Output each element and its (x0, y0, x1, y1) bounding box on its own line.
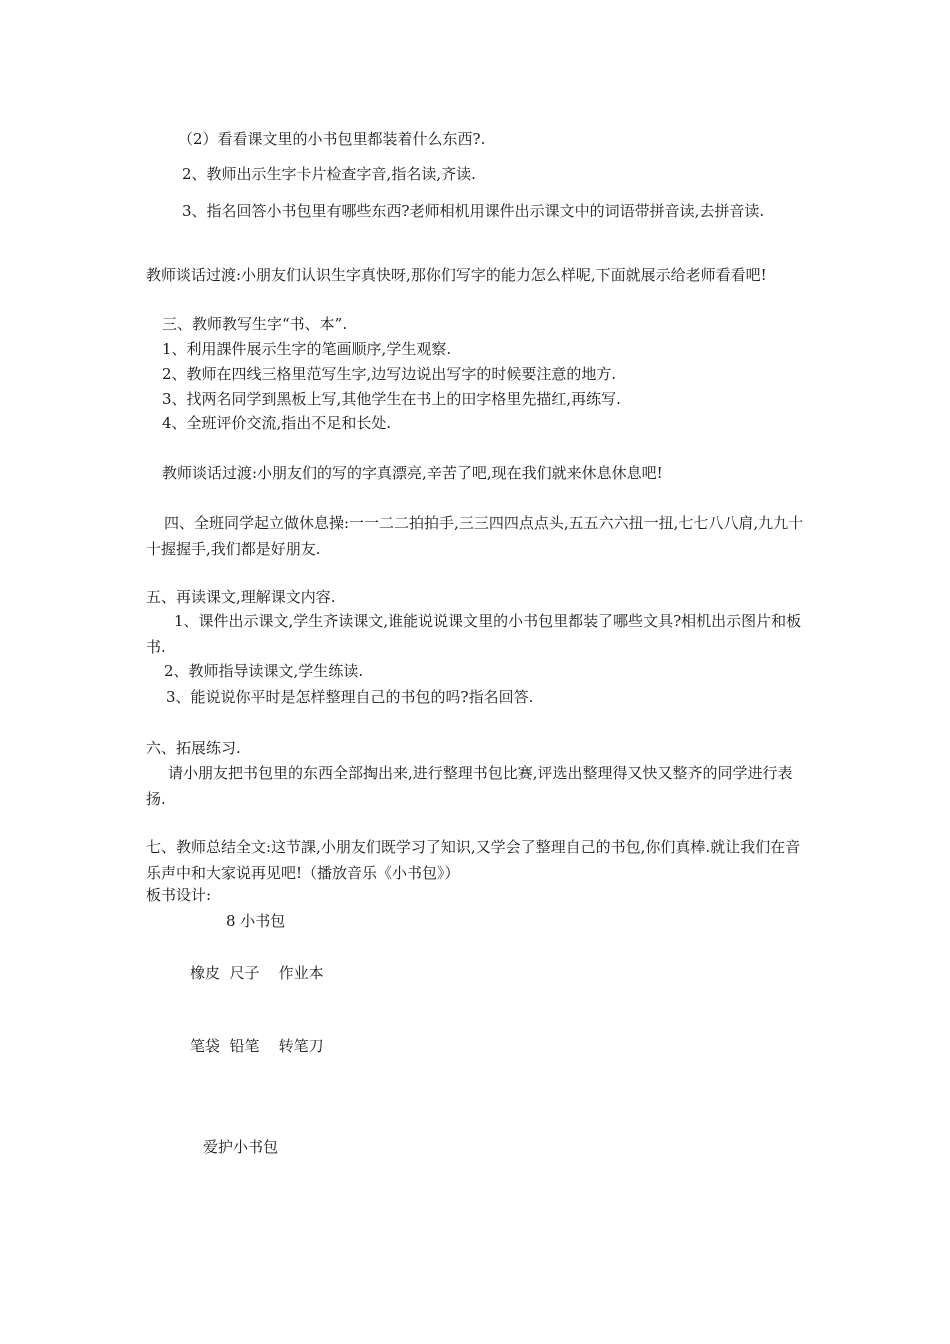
board-title: 8 小书包 (226, 912, 286, 930)
section-5-item-3: 3、能说说你平时是怎样整理自己的书包的吗?指名回答. (166, 688, 534, 706)
paragraph-step-2-question: （2）看看课文里的小书包里都装着什么东西?. (178, 130, 486, 148)
board-footer: 爱护小书包 (203, 1138, 279, 1156)
section-7-summary: 七、教师总结全文:这节課,小朋友们既学习了知识,又学会了整理自己的书包,你们真棒.就让我们在音乐声中和大家说再见吧!（播放音乐《小书包》） (146, 838, 801, 882)
section-5-item-2: 2、教师指导读课文,学生练读. (164, 662, 364, 680)
board-row-2: 笔袋 铅笔 转笔刀 (190, 1037, 324, 1055)
paragraph-transition-1: 教师谈话过渡:小朋友们认识生字真快呀,那你们写字的能力怎么样呢,下面就展示给老师看看吧! (146, 266, 767, 284)
section-3-item: 3、找两名同学到黑板上写,其他学生在书上的田字格里先描红,再练写. (162, 390, 621, 408)
section-6-title: 六、拓展练习. (146, 739, 241, 757)
board-row-1: 橡皮 尺子 作业本 (190, 964, 324, 982)
section-5-item-1: 1、课件出示课文,学生齐读课文,谁能说说课文里的小书包里都装了哪些文具?相机出示图片和板书. (146, 612, 802, 656)
paragraph-step-2-cards: 2、教师出示生字卡片检查字音,指名读,齐读. (182, 165, 476, 183)
section-3-item: 4、全班评价交流,指出不足和长处. (162, 414, 392, 432)
board-design-label: 板书设计: (146, 886, 212, 904)
paragraph-transition-2: 教师谈话过渡:小朋友们的写的字真漂亮,辛苦了吧,现在我们就来休息休息吧! (162, 464, 663, 482)
section-3-title: 三、教师教写生字“书、本”. (162, 315, 348, 333)
section-5-title: 五、再读课文,理解课文内容. (146, 588, 336, 606)
section-6-body: 请小朋友把书包里的东西全部掏出来,进行整理书包比赛,评选出整理得又快又整齐的同学进行表扬. (146, 764, 793, 808)
paragraph-step-3-answer: 3、指名回答小书包里有哪些东西?老师相机用课件出示课文中的词语带拼音读,去拼音读. (182, 202, 765, 220)
section-3-item: 1、利用課件展示生字的笔画顺序,学生观察. (162, 340, 452, 358)
section-3-item: 2、教师在四线三格里范写生字,边写边说出写字的时候要注意的地方. (162, 365, 617, 383)
section-4-exercise: 四、全班同学起立做休息操:一一二二拍拍手,三三四四点点头,五五六六扭一扭,七七八八肩,九九十十握握手,我们都是好朋友. (146, 514, 804, 558)
